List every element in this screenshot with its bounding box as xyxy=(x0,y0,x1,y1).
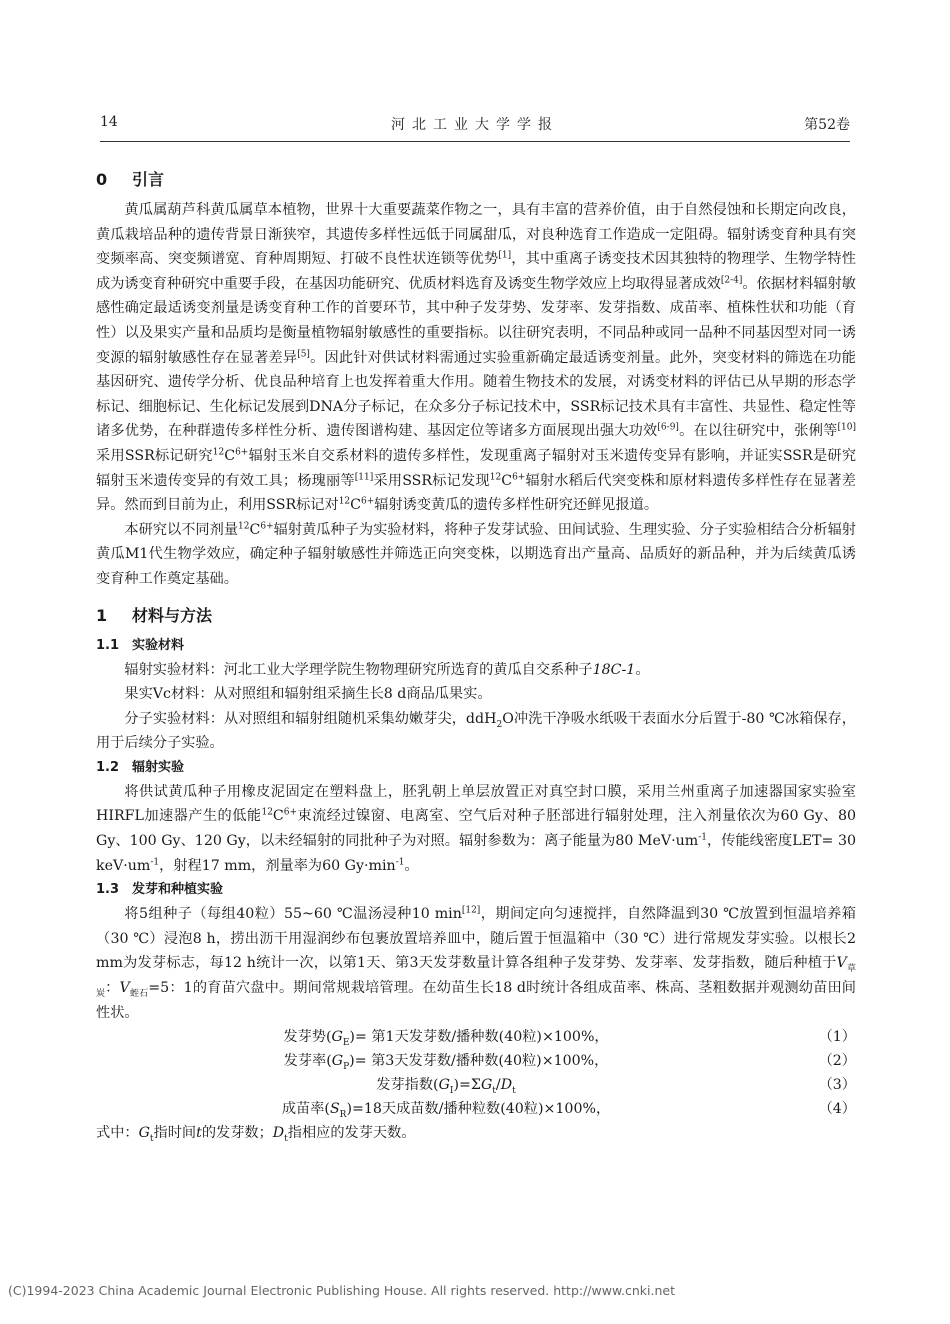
citation[interactable]: [2-4] xyxy=(720,275,743,286)
citation[interactable]: [12] xyxy=(461,905,481,916)
irradiation-paragraph: 将供试黄瓜种子用橡皮泥固定在塑料盘上，胚乳朝上单层放置正对真空封口膜，采用兰州重离子加速器国家实验室HIRFL加速器产生的低能$^{12}C^{6+}$束流经过镍窗、电离室、空气后对种子胚部进行辐射处理，注入剂量依次为60 Gy、80 Gy、100 Gy、120 Gy，以未经辐射的同批种子为对照。辐射参数为：离子能量为80 $MeV\cdot um^{-1}$，传能线密度LET= 30 $keV\cdot um^{-1}$，射程17 mm，剂量率为60 $Gy\cdot\min^{-1}$。 xyxy=(96,783,856,874)
section-heading-intro: 0 引言 xyxy=(96,170,165,189)
equation-number: （2） xyxy=(818,1053,856,1070)
intro-paragraph-1: 黄瓜属葫芦科黄瓜属草本植物，世界十大重要蔬菜作物之一，具有丰富的营养价值，由于自然侵蚀和长期定向改良，黄瓜栽培品种的遗传背景日渐狭窄，其遗传多样性远低于同属甜瓜，对良种选育工作造成一定阻碍。辐射诱变育种具有突变频率高、突变频谱宽、育种周期短、打破不良性状连锁等优势[1]，其中重离子诱变技术因其独特的物理学、生物学特性成为诱变育种研究中重要手段，在基因功能研究、优质材料选育及诱变生物学效应上均取得显著成效[2-4]。依据材料辐射敏感性确定最适诱变剂量是诱变育种工作的首要环节，其中种子发芽势、发芽率、发芽指数、成苗率、植株性状和功能（育性）以及果实产量和品质均是衡量植物辐射敏感性的重要指标。以往研究表明，不同品种或同一品种不同基因型对同一诱变源的辐射敏感性存在显著差异[5]。因此针对供试材料需通过实验重新确定最适诱变剂量。此外，突变材料的筛选在功能基因研究、遗传学分析、优良品种培育上也发挥着重大作用。随着生物技术的发展，对诱变材料的评估已从早期的形态学标记、细胞标记、生化标记发展到DNA分子标记，在众多分子标记技术中，SSR标记技术具有丰富性、共显性、稳定性等诸多优势，在种群遗传多样性分析、遗传图谱构建、基因定位等诸多方面展现出强大功效[6-9]。在以往研究中，张俐等[10]采用SSR标记研究$^{12}C^{6+}$辐射玉米自交系材料的遗传多样性，发现重离子辐射对玉米遗传变异有影响，并证实SSR是研究辐射玉米遗传变异的有效工具；杨瑰丽等[11]采用SSR标记发现$^{12}C^{6+}$辐射水稻后代突变株和原材料遗传多样性存在显著差异。然而到目前为止，利用SSR标记对$^{12}C^{6+}$辐射诱变黄瓜的遗传多样性研究还鲜见报道。 xyxy=(96,202,857,514)
subsection-heading-1-3: 1.3 发芽和种植实验 xyxy=(96,882,224,898)
equation-number: （3） xyxy=(818,1077,856,1094)
running-header xyxy=(100,114,850,138)
intro-paragraph-2: 本研究以不同剂量$^{12}C^{6+}$辐射黄瓜种子为实验材料，将种子发芽试验、田间试验、生理实验、分子实验相结合分析辐射黄瓜M1代生物学效应，确定种子辐射敏感性并筛选正向突变株，以期选育出产量高、品质好的新品种，并为后续黄瓜诱变育种工作奠定基础。 xyxy=(96,520,856,587)
equation-number: （4） xyxy=(818,1101,856,1118)
equation-4: 成苗率$(S_R)=18$天成苗数/播种粒数(40粒)×100%， （4） xyxy=(96,1097,856,1121)
volume-label: 第52卷 xyxy=(804,117,850,133)
citation[interactable]: [1] xyxy=(498,250,512,261)
materials-paragraph-2: 果实Vc材料：从对照组和辐射组采摘生长8 d商品瓜果实。 xyxy=(124,686,492,703)
citation[interactable]: [10] xyxy=(837,422,856,433)
equation-3: 发芽指数$(G_I)=\Sigma G_t/D_t$ （3） xyxy=(96,1073,856,1097)
germination-paragraph: 将5组种子（每组40粒）55~60 ℃温汤浸种10 min[12]，期间定向匀速搅拌，自然降温到30 ℃放置到恒温培养箱（30 ℃）浸泡8 h，捞出沥干用湿润纱布包裹放置培养皿中，随后置于恒温箱中（30 ℃）进行常规发芽实验。以根长2 mm为发芽标志，每12 h统计一次，以第1天、第3天发芽数量计算各组种子发芽势、发芽率、发芽指数，随后种植于$V_{草炭}$：$V_{蛭石}=5$：1的育苗穴盘中。期间常规栽培管理。在幼苗生长18 d时统计各组成苗率、株高、茎粗数据并观测幼苗田间性状。 xyxy=(96,905,856,1021)
citation[interactable]: [5] xyxy=(297,348,310,359)
equation-2: 发芽率$(G_P)=$ 第3天发芽数/播种数(40粒)×100%， （2） xyxy=(96,1049,856,1073)
article-body xyxy=(96,162,856,1146)
header-rule xyxy=(100,141,850,142)
citation[interactable]: [11] xyxy=(354,471,374,482)
journal-title: 河北工业大学学报 xyxy=(391,117,559,133)
subsection-heading-1-1: 1.1 实验材料 xyxy=(96,637,185,653)
page-number: 14 xyxy=(100,114,118,130)
subsection-heading-1-2: 1.2 辐射实验 xyxy=(96,759,185,775)
materials-paragraph-3: 分子实验材料：从对照组和辐射组随机采集幼嫩芽尖，ddH$_2$O冲洗干净吸水纸吸干表面水分后置于-80 ℃冰箱保存，用于后续分子实验。 xyxy=(96,710,856,752)
equation-legend: 式中：$G_t$指时间t的发芽数；$D_t$指相应的发芽天数。 xyxy=(96,1125,416,1145)
section-heading-methods: 1 材料与方法 xyxy=(96,605,213,625)
materials-paragraph-1: 辐射实验材料：河北工业大学理学院生物物理研究所选育的黄瓜自交系种子18C-1。 xyxy=(124,661,650,678)
citation[interactable]: [6-9] xyxy=(657,422,679,433)
equation-1: 发芽势$(G_E)=$ 第1天发芽数/播种数(40粒)×100%， （1） xyxy=(96,1025,856,1049)
copyright-footer: (C)1994-2023 China Academic Journal Electronic Publishing House. All rights reserved. http://www.cnki.net xyxy=(8,1283,675,1298)
equation-number: （1） xyxy=(818,1029,856,1046)
